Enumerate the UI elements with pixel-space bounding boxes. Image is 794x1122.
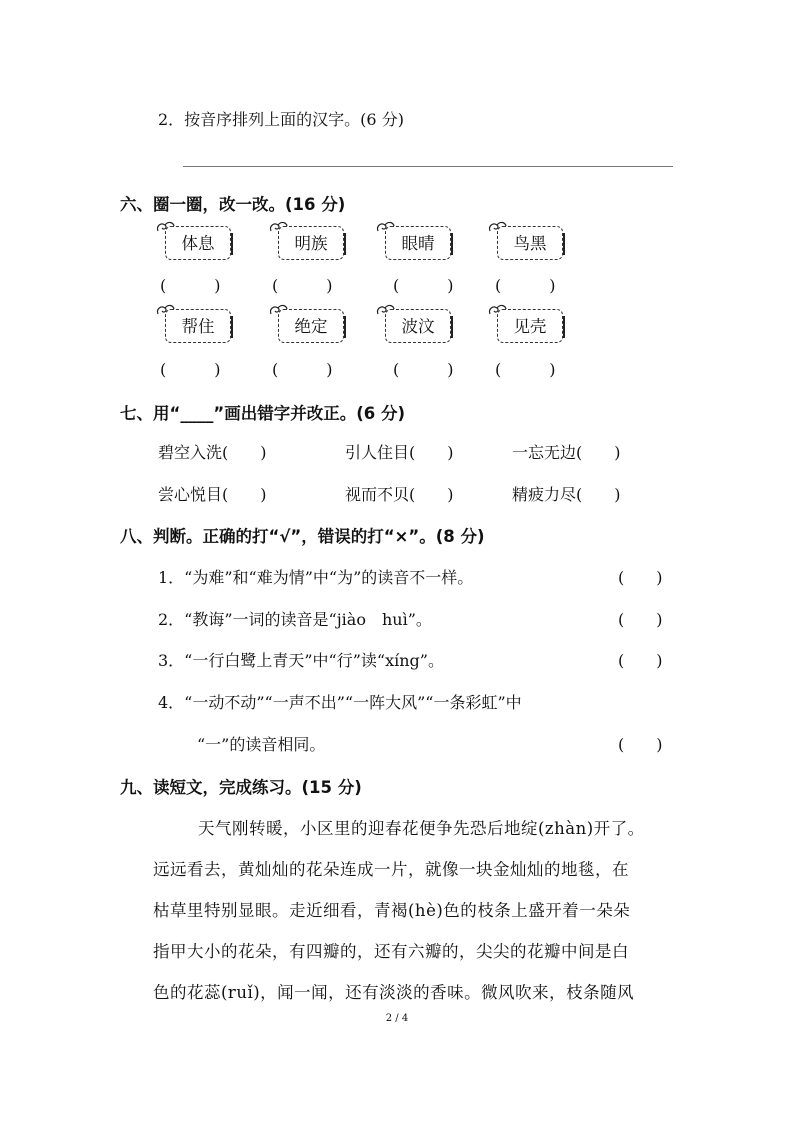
word-box xyxy=(165,309,231,343)
word-text: 体息 xyxy=(181,234,215,253)
word-text: 鸟黑 xyxy=(513,234,547,253)
answer-blank[interactable]: ( ) xyxy=(393,360,454,379)
word-box xyxy=(278,309,344,343)
answer-blank[interactable]: ( ) xyxy=(495,276,556,295)
judge-blank[interactable]: ( ) xyxy=(618,568,663,587)
curl-decoration-icon xyxy=(487,219,509,235)
section-8-title: 八、判断。正确的打“√”，错误的打“×”。(8 分) xyxy=(120,527,485,546)
word-text: 波汶 xyxy=(401,317,435,336)
word-text: 帮住 xyxy=(181,317,215,336)
curl-decoration-icon xyxy=(268,302,290,318)
word-text: 明族 xyxy=(294,234,328,253)
idiom-item[interactable]: 碧空入洗( ) xyxy=(158,443,267,462)
question-2-sort: 2．按音序排列上面的汉字。(6 分) xyxy=(158,110,404,129)
word-box xyxy=(497,309,563,343)
curl-decoration-icon xyxy=(375,302,397,318)
section-9-title: 九、读短文，完成练习。(15 分) xyxy=(120,778,362,797)
judge-item: 1．“为难”和“难为情”中“为”的读音不一样。 xyxy=(158,568,474,587)
word-box xyxy=(497,226,563,260)
passage-line: 远远看去，黄灿灿的花朵连成一片，就像一块金灿灿的地毯，在 xyxy=(153,860,629,879)
curl-decoration-icon xyxy=(375,219,397,235)
judge-item-continued: “一”的读音相同。 xyxy=(197,735,326,754)
word-box xyxy=(385,226,451,260)
idiom-item[interactable]: 一忘无边( ) xyxy=(512,443,621,462)
passage-line: 指甲大小的花朵，有四瓣的，还有六瓣的，尖尖的花瓣中间是白 xyxy=(153,942,629,961)
passage-line: 枯草里特别显眼。走近细看，青褐(hè)色的枝条上盛开着一朵朵 xyxy=(153,901,631,920)
judge-blank[interactable]: ( ) xyxy=(618,610,663,629)
answer-line xyxy=(183,166,673,167)
idiom-item[interactable]: 尝心悦目( ) xyxy=(158,485,267,504)
page-number: 2 / 4 xyxy=(385,1013,409,1024)
judge-blank[interactable]: ( ) xyxy=(618,735,663,754)
answer-blank[interactable]: ( ) xyxy=(160,360,221,379)
judge-item: 3．“一行白鹭上青天”中“行”读“xíng”。 xyxy=(158,651,444,670)
curl-decoration-icon xyxy=(155,302,177,318)
answer-blank[interactable]: ( ) xyxy=(160,276,221,295)
answer-blank[interactable]: ( ) xyxy=(272,276,333,295)
word-box xyxy=(278,226,344,260)
word-text: 绝定 xyxy=(294,317,328,336)
idiom-item[interactable]: 引人住目( ) xyxy=(345,443,454,462)
idiom-item[interactable]: 视而不贝( ) xyxy=(345,485,454,504)
judge-item: 2．“教诲”一词的读音是“jiào huì”。 xyxy=(158,610,432,629)
word-text: 见壳 xyxy=(513,317,547,336)
word-box xyxy=(385,309,451,343)
curl-decoration-icon xyxy=(268,219,290,235)
curl-decoration-icon xyxy=(487,302,509,318)
answer-blank[interactable]: ( ) xyxy=(495,360,556,379)
answer-blank[interactable]: ( ) xyxy=(393,276,454,295)
word-text: 眼晴 xyxy=(401,234,435,253)
section-6-title: 六、圈一圈，改一改。(16 分) xyxy=(120,195,346,214)
section-7-title: 七、用“____”画出错字并改正。(6 分) xyxy=(120,404,405,423)
passage-line: 天气刚转暖，小区里的迎春花便争先恐后地绽(zhàn)开了。 xyxy=(198,819,645,838)
curl-decoration-icon xyxy=(155,219,177,235)
answer-blank[interactable]: ( ) xyxy=(272,360,333,379)
word-box xyxy=(165,226,231,260)
passage-line: 色的花蕊(ruǐ)，闻一闻，还有淡淡的香味。微风吹来，枝条随风 xyxy=(153,983,635,1002)
judge-item: 4．“一动不动”“一声不出”“一阵大风”“一条彩虹”中 xyxy=(158,693,522,712)
judge-blank[interactable]: ( ) xyxy=(618,651,663,670)
idiom-item[interactable]: 精疲力尽( ) xyxy=(512,485,621,504)
